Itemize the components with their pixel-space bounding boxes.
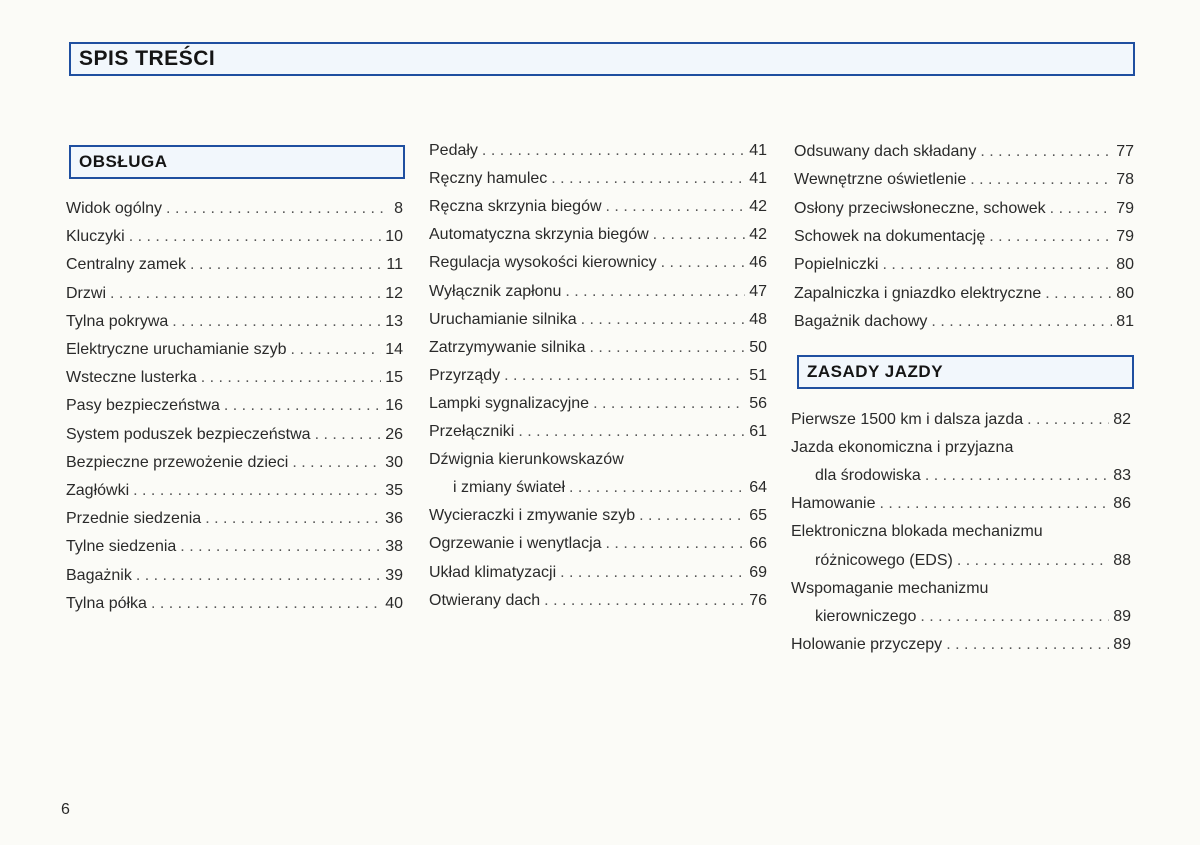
page-title-box: [69, 42, 1135, 76]
toc-entry-leader: [925, 466, 1109, 486]
toc-entry-page: 66: [749, 535, 767, 553]
toc-entry-title: Holowanie przyczepy: [791, 635, 943, 653]
toc-entry-leader: [315, 425, 382, 445]
toc-entry[interactable]: [66, 509, 403, 529]
toc-column-1: [66, 199, 403, 619]
toc-entry-leader: [110, 284, 381, 304]
toc-column-4: [791, 410, 1131, 660]
toc-entry[interactable]: [429, 141, 767, 161]
toc-entry-title: i zmiany świateł: [453, 479, 566, 497]
toc-entry-leader: [504, 366, 745, 386]
toc-entry-leader: [581, 310, 746, 330]
toc-entry-leader: [606, 534, 746, 554]
toc-column-3: [794, 142, 1134, 342]
toc-entry-leader: [560, 563, 745, 583]
toc-entry-leader: [551, 169, 745, 189]
toc-entry-page: 30: [385, 453, 403, 471]
toc-entry-title: różnicowego (EDS): [815, 551, 953, 569]
toc-entry-page: 88: [1113, 551, 1131, 569]
toc-entry-leader: [482, 141, 745, 161]
toc-entry[interactable]: [429, 450, 767, 470]
toc-entry-page: 64: [749, 479, 767, 497]
toc-entry-title: Popielniczki: [794, 256, 879, 274]
toc-entry[interactable]: [791, 410, 1131, 430]
toc-entry[interactable]: [429, 506, 767, 526]
toc-entry-page: 77: [1116, 143, 1134, 160]
toc-entry-title: Odsuwany dach składany: [794, 143, 977, 160]
toc-entry-page: 82: [1113, 411, 1131, 428]
toc-entry-leader: [291, 340, 382, 360]
toc-entry[interactable]: [66, 425, 403, 445]
page-title: SPIS TREŚCI: [79, 47, 216, 70]
toc-entry-leader: [589, 338, 745, 358]
toc-entry[interactable]: [791, 551, 1131, 571]
toc-entry[interactable]: [66, 368, 403, 388]
toc-entry-page: 79: [1116, 227, 1134, 245]
toc-entry-title: Tylna półka: [66, 594, 147, 612]
toc-entry[interactable]: [429, 197, 767, 217]
toc-entry-leader: [129, 227, 382, 247]
toc-entry-leader: [1027, 410, 1109, 430]
toc-entry-leader: [180, 537, 381, 557]
toc-entry[interactable]: [429, 253, 767, 273]
toc-entry[interactable]: [429, 310, 767, 330]
toc-entry-page: 80: [1116, 256, 1134, 274]
toc-entry-title: Zapalniczka i gniazdko elektryczne: [794, 284, 1042, 302]
toc-entry-title: Układ klimatyzacji: [429, 563, 557, 581]
toc-entry-title: Przednie siedzenia: [66, 510, 202, 528]
toc-entry-page: 89: [1113, 607, 1131, 625]
toc-entry-title: Wspomaganie mechanizmu: [791, 579, 989, 597]
section-heading-label: OBSŁUGA: [79, 152, 168, 171]
section-heading-zasady: [797, 355, 1134, 389]
toc-column-2: [429, 141, 767, 621]
toc-entry-page: 46: [749, 254, 767, 272]
toc-entry[interactable]: [66, 453, 403, 473]
toc-entry-page: 61: [749, 423, 767, 440]
toc-entry-page: 16: [385, 397, 403, 415]
toc-entry-leader: [136, 566, 381, 586]
toc-entry-page: 36: [385, 510, 403, 528]
toc-entry-title: Wycieraczki i zmywanie szyb: [429, 507, 636, 525]
toc-entry-page: 10: [385, 228, 403, 246]
toc-entry-title: Lampki sygnalizacyjne: [429, 394, 590, 412]
toc-entry-page: 89: [1113, 635, 1131, 653]
toc-entry-title: Otwierany dach: [429, 591, 541, 609]
toc-entry-page: 41: [749, 142, 767, 159]
toc-entry[interactable]: [66, 537, 403, 557]
toc-entry[interactable]: [791, 466, 1131, 486]
toc-entry-leader: [224, 396, 381, 416]
toc-entry-title: Bagażnik: [66, 566, 132, 584]
toc-entry-leader: [653, 225, 746, 245]
toc-entry[interactable]: [66, 340, 403, 360]
toc-entry[interactable]: [791, 635, 1131, 655]
toc-entry-leader: [920, 607, 1109, 627]
toc-entry-title: Pasy bezpieczeństwa: [66, 397, 220, 415]
toc-entry-leader: [166, 199, 383, 219]
toc-entry[interactable]: [429, 338, 767, 358]
toc-entry-title: Automatyczna skrzynia biegów: [429, 226, 649, 244]
toc-entry-page: 83: [1113, 467, 1131, 485]
toc-entry[interactable]: [429, 591, 767, 611]
toc-entry-title: System poduszek bezpieczeństwa: [66, 425, 311, 443]
toc-entry-leader: [151, 594, 381, 614]
toc-entry[interactable]: [794, 312, 1134, 332]
toc-entry-title: Tylna pokrywa: [66, 312, 169, 330]
toc-entry-leader: [565, 282, 745, 302]
toc-entry-page: 86: [1113, 495, 1131, 513]
toc-entry-title: Elektroniczna blokada mechanizmu: [791, 523, 1043, 541]
toc-entry-title: Schowek na dokumentację: [794, 227, 986, 245]
toc-entry-title: Drzwi: [66, 284, 106, 302]
toc-entry-title: Hamowanie: [791, 495, 876, 513]
toc-entry-page: 56: [749, 394, 767, 412]
toc-entry-title: Widok ogólny: [66, 200, 163, 217]
toc-entry-title: Pierwsze 1500 km i dalsza jazda: [791, 411, 1024, 428]
toc-entry-title: Kluczyki: [66, 228, 125, 246]
toc-entry[interactable]: [66, 199, 403, 219]
toc-entry-leader: [931, 312, 1112, 332]
section-heading-obsluga: [69, 145, 405, 179]
toc-entry-title: Tylne siedzenia: [66, 538, 177, 556]
toc-entry-title: Uruchamianie silnika: [429, 310, 577, 328]
toc-entry-page: 39: [385, 566, 403, 584]
toc-entry-title: Centralny zamek: [66, 256, 187, 274]
toc-entry-leader: [882, 255, 1112, 275]
toc-entry[interactable]: [429, 478, 767, 498]
toc-entry-leader: [569, 478, 745, 498]
toc-entry[interactable]: [66, 312, 403, 332]
toc-entry-page: 81: [1116, 312, 1134, 330]
toc-entry-page: 80: [1116, 284, 1134, 302]
toc-entry-leader: [989, 227, 1112, 247]
toc-entry-page: 51: [749, 366, 767, 384]
toc-entry-page: 35: [385, 482, 403, 499]
toc-entry-title: Zatrzymywanie silnika: [429, 338, 586, 356]
toc-entry-page: 8: [394, 200, 403, 217]
toc-entry[interactable]: [791, 522, 1131, 542]
toc-entry-page: 38: [385, 538, 403, 556]
toc-entry[interactable]: [66, 284, 403, 304]
toc-entry-leader: [957, 551, 1109, 571]
toc-entry-page: 79: [1116, 199, 1134, 217]
toc-entry-page: 42: [749, 198, 767, 216]
toc-entry[interactable]: [429, 422, 767, 442]
toc-entry-title: Wewnętrzne oświetlenie: [794, 171, 967, 189]
toc-entry-page: 48: [749, 310, 767, 328]
toc-entry-title: Wyłącznik zapłonu: [429, 282, 562, 300]
toc-entry-title: Bezpieczne przewożenie dzieci: [66, 453, 289, 471]
toc-entry[interactable]: [429, 563, 767, 583]
toc-entry[interactable]: [429, 169, 767, 189]
toc-entry-leader: [201, 368, 381, 388]
toc-entry-leader: [292, 453, 381, 473]
toc-entry-leader: [518, 422, 745, 442]
toc-entry-page: 41: [749, 170, 767, 188]
toc-entry[interactable]: [429, 225, 767, 245]
toc-entry[interactable]: [791, 607, 1131, 627]
toc-entry[interactable]: [66, 594, 403, 614]
toc-entry-title: Elektryczne uruchamianie szyb: [66, 341, 287, 358]
toc-entry[interactable]: [66, 227, 403, 247]
toc-entry-page: 42: [749, 226, 767, 244]
toc-entry-page: 12: [385, 284, 403, 302]
toc-entry-leader: [606, 197, 746, 217]
toc-entry-leader: [879, 494, 1109, 514]
toc-entry-page: 14: [385, 341, 403, 358]
toc-entry-leader: [970, 170, 1112, 190]
toc-entry-title: Ręczna skrzynia biegów: [429, 198, 602, 216]
toc-entry-leader: [639, 506, 745, 526]
toc-entry[interactable]: [794, 255, 1134, 275]
toc-entry[interactable]: [794, 199, 1134, 219]
toc-entry-title: Ogrzewanie i wenytlacja: [429, 535, 602, 553]
toc-entry-title: Bagażnik dachowy: [794, 312, 928, 330]
section-heading-label: ZASADY JAZDY: [807, 362, 944, 381]
toc-entry[interactable]: [66, 566, 403, 586]
toc-entry-title: Ręczny hamulec: [429, 170, 548, 188]
toc-entry-leader: [1045, 284, 1112, 304]
toc-entry[interactable]: [429, 394, 767, 414]
toc-entry-title: Zagłówki: [66, 482, 130, 499]
toc-entry[interactable]: [66, 481, 403, 501]
toc-entry-title: Osłony przeciwsłoneczne, schowek: [794, 199, 1046, 217]
toc-entry-title: kierowniczego: [815, 607, 917, 625]
page-number: 6: [61, 801, 70, 818]
toc-entry-leader: [190, 255, 382, 275]
toc-entry[interactable]: [794, 284, 1134, 304]
toc-entry-leader: [133, 481, 381, 501]
toc-entry-page: 26: [385, 425, 403, 443]
toc-entry-leader: [593, 394, 745, 414]
toc-entry-title: dla środowiska: [815, 467, 921, 485]
toc-entry-leader: [1050, 199, 1113, 219]
toc-entry-leader: [980, 142, 1112, 162]
toc-entry[interactable]: [794, 142, 1134, 162]
toc-entry-page: 76: [749, 591, 767, 609]
toc-entry[interactable]: [66, 255, 403, 275]
toc-entry-page: 47: [749, 282, 767, 300]
toc-entry-page: 13: [385, 312, 403, 330]
toc-entry-page: 78: [1116, 171, 1134, 189]
toc-entry-page: 65: [749, 507, 767, 525]
toc-entry[interactable]: [794, 170, 1134, 190]
toc-entry-page: 11: [386, 256, 403, 274]
toc-entry-title: Wsteczne lusterka: [66, 369, 197, 387]
toc-entry[interactable]: [791, 438, 1131, 458]
toc-entry[interactable]: [791, 494, 1131, 514]
toc-entry-title: Pedały: [429, 142, 478, 159]
toc-entry-title: Jazda ekonomiczna i przyjazna: [791, 439, 1014, 457]
toc-entry-leader: [661, 253, 746, 273]
toc-entry[interactable]: [794, 227, 1134, 247]
toc-entry-title: Przełączniki: [429, 423, 515, 440]
toc-entry-leader: [946, 635, 1109, 655]
toc-entry-title: Regulacja wysokości kierownicy: [429, 254, 657, 272]
toc-entry-leader: [544, 591, 745, 611]
toc-entry-title: Przyrządy: [429, 366, 501, 384]
toc-entry-page: 50: [749, 338, 767, 356]
toc-entry-page: 15: [385, 369, 403, 387]
toc-entry[interactable]: [429, 282, 767, 302]
toc-entry-title: Dźwignia kierunkowskazów: [429, 451, 624, 469]
toc-entry[interactable]: [66, 396, 403, 416]
toc-entry-leader: [205, 509, 381, 529]
toc-entry-page: 69: [749, 563, 767, 581]
toc-entry-leader: [172, 312, 381, 332]
toc-entry[interactable]: [429, 366, 767, 386]
toc-entry-page: 40: [385, 594, 403, 612]
toc-entry[interactable]: [429, 534, 767, 554]
toc-entry[interactable]: [791, 579, 1131, 599]
